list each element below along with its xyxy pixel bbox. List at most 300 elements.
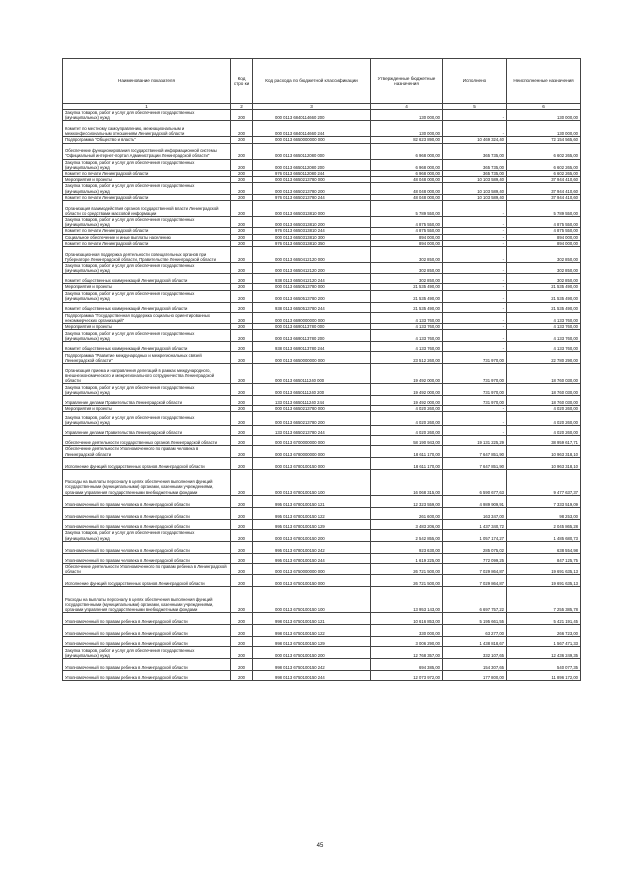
row-remaining-amount: 9 477 637,37: [507, 469, 581, 495]
row-executed-amount: 1 438 818,67: [443, 637, 507, 647]
row-executed-amount: -: [443, 290, 507, 302]
row-approved-amount: 4 020 260,00: [371, 412, 443, 426]
row-executed-amount: 10 103 589,40: [443, 183, 507, 194]
row-executed-amount: 365 735,00: [443, 159, 507, 170]
row-indicator-name: Комитет по печати Ленинградской области: [63, 194, 231, 200]
row-approved-amount: 21 535 490,00: [371, 284, 443, 290]
row-indicator-name: Мероприятия и проекты: [63, 324, 231, 330]
table-row: [63, 290, 581, 302]
row-approved-amount: 23 512 260,00: [371, 352, 443, 364]
row-remaining-amount: 130 000,00: [507, 110, 581, 121]
table-row: [63, 519, 581, 529]
row-remaining-amount: 4 133 760,00: [507, 330, 581, 342]
table-row: [63, 396, 581, 406]
row-approved-amount: 12 768 357,00: [371, 647, 443, 659]
row-line-code: 200: [231, 426, 253, 436]
row-executed-amount: 7 647 851,90: [443, 457, 507, 469]
table-row: [63, 625, 581, 637]
row-line-code: 200: [231, 159, 253, 170]
row-line-code: 200: [231, 302, 253, 312]
table-row: [63, 110, 581, 121]
row-line-code: 200: [231, 312, 253, 323]
table-row: [63, 364, 581, 384]
row-remaining-amount: 6 602 265,00: [507, 171, 581, 177]
row-approved-amount: 18 611 170,00: [371, 457, 443, 469]
row-indicator-name: Закупка товаров, работ и услуг для обеспечения государственных (муниципальных) нужд: [63, 159, 231, 170]
row-remaining-amount: 4 133 760,00: [507, 342, 581, 352]
row-approved-amount: 894 000,00: [371, 234, 443, 240]
row-executed-amount: -: [443, 324, 507, 330]
table-row: [63, 143, 581, 159]
row-approved-amount: 1 619 225,00: [371, 553, 443, 563]
row-classification-code: 000 0113 6650412120 000: [253, 247, 371, 263]
row-line-code: 200: [231, 290, 253, 302]
row-indicator-name: Комитет общественных коммуникаций Ленинградской области: [63, 302, 231, 312]
row-remaining-amount: 4 133 760,00: [507, 324, 581, 330]
row-line-code: 200: [231, 274, 253, 284]
row-indicator-name: Обеспечение деятельности Уполномоченного по правам человека в Ленинградской области: [63, 446, 231, 457]
table-row: [63, 529, 581, 541]
row-executed-amount: 731 970,00: [443, 396, 507, 406]
table-row: [63, 312, 581, 323]
row-line-code: 200: [231, 412, 253, 426]
row-classification-code: 133 0113 6650213780 244: [253, 426, 371, 436]
row-indicator-name: Обеспечение функционирования государственной информационной системы "Официальный интернет-портал Администрации Ленинградской области": [63, 143, 231, 159]
row-remaining-amount: 21 535 490,00: [507, 284, 581, 290]
row-remaining-amount: 19 691 635,13: [507, 563, 581, 574]
row-remaining-amount: 4 875 550,00: [507, 228, 581, 234]
row-indicator-name: Уполномоченный по правам человека в Ленинградской области: [63, 519, 231, 529]
row-approved-amount: 58 190 943,00: [371, 436, 443, 446]
row-executed-amount: 6 590 677,63: [443, 469, 507, 495]
row-indicator-name: Закупка товаров, работ и услуг для обеспечения государственных (муниципальных) нужд: [63, 647, 231, 659]
row-approved-amount: 302 850,00: [371, 263, 443, 274]
report-sheet: [62, 58, 580, 681]
row-remaining-amount: 1 485 680,73: [507, 529, 581, 541]
column-number: 4: [371, 104, 443, 110]
row-remaining-amount: 37 944 410,60: [507, 194, 581, 200]
row-approved-amount: 261 600,00: [371, 507, 443, 519]
row-executed-amount: 10 103 589,40: [443, 194, 507, 200]
row-remaining-amount: 18 760 030,00: [507, 364, 581, 384]
row-executed-amount: 731 970,00: [443, 352, 507, 364]
table-row: [63, 426, 581, 436]
table-body: [63, 110, 581, 681]
budget-execution-table: [62, 58, 581, 681]
row-line-code: 200: [231, 647, 253, 659]
row-remaining-amount: 10 963 318,10: [507, 457, 581, 469]
row-approved-amount: 21 535 490,00: [371, 290, 443, 302]
column-number: 5: [443, 104, 507, 110]
row-classification-code: 976 0113 6650313810 244: [253, 228, 371, 234]
row-line-code: 200: [231, 217, 253, 228]
row-remaining-amount: 7 255 385,78: [507, 587, 581, 613]
row-executed-amount: 365 735,00: [443, 143, 507, 159]
row-indicator-name: Управление делами Правительства Ленинградской области: [63, 426, 231, 436]
row-executed-amount: 731 970,00: [443, 384, 507, 396]
row-executed-amount: -: [443, 284, 507, 290]
page-number: 45: [316, 843, 324, 849]
table-row: [63, 183, 581, 194]
row-indicator-name: Комитет по печати Ленинградской области: [63, 171, 231, 177]
row-indicator-name: Закупка товаров, работ и услуг для обеспечения государственных (муниципальных) нужд: [63, 529, 231, 541]
row-line-code: 200: [231, 110, 253, 121]
row-approved-amount: 302 850,00: [371, 247, 443, 263]
row-executed-amount: 177 800,00: [443, 671, 507, 681]
column-number: 3: [253, 104, 371, 110]
row-classification-code: 000 0113 6650111240 000: [253, 364, 371, 384]
row-line-code: 200: [231, 234, 253, 240]
row-executed-amount: 7 029 864,87: [443, 563, 507, 574]
table-row: [63, 563, 581, 574]
header-approved: Утвержденные бюджетные назначения: [371, 59, 443, 104]
header-executed: Исполнено: [443, 59, 507, 104]
row-indicator-name: Закупка товаров, работ и услуг для обеспечения государственных (муниципальных) нужд: [63, 384, 231, 396]
row-approved-amount: 5 789 550,00: [371, 201, 443, 217]
row-classification-code: 976 0113 6650112080 244: [253, 171, 371, 177]
row-line-code: 200: [231, 137, 253, 143]
row-line-code: 200: [231, 563, 253, 574]
table-row: [63, 171, 581, 177]
row-indicator-name: Уполномоченный по правам ребенка в Ленинградской области: [63, 659, 231, 671]
row-classification-code: 000 0113 6650213780 000: [253, 406, 371, 412]
row-executed-amount: 163 347,00: [443, 507, 507, 519]
table-row: [63, 587, 581, 613]
row-remaining-amount: 10 963 318,10: [507, 446, 581, 457]
header-classification-code: Код расхода по бюджетной классификации: [253, 59, 371, 104]
row-remaining-amount: 6 602 265,00: [507, 143, 581, 159]
row-classification-code: 000 0113 6700000000 000: [253, 436, 371, 446]
row-classification-code: 998 0113 6750100150 244: [253, 671, 371, 681]
row-classification-code: 000 0113 6650513780 000: [253, 284, 371, 290]
row-classification-code: 000 0113 6750100150 200: [253, 647, 371, 659]
table-row: [63, 274, 581, 284]
row-classification-code: 000 0113 6690113780 000: [253, 324, 371, 330]
row-classification-code: 133 0113 6650111240 244: [253, 396, 371, 406]
row-indicator-name: Закупка товаров, работ и услуг для обеспечения государственных (муниципальных) нужд: [63, 330, 231, 342]
row-line-code: 200: [231, 637, 253, 647]
row-indicator-name: Социальное обеспечение и иные выплаты населению: [63, 234, 231, 240]
row-classification-code: 000 0113 6650213780 200: [253, 183, 371, 194]
row-remaining-amount: 4 133 760,00: [507, 312, 581, 323]
row-remaining-amount: 38 959 617,71: [507, 436, 581, 446]
row-classification-code: 000 0113 6650412120 200: [253, 263, 371, 274]
row-approved-amount: 26 721 500,00: [371, 575, 443, 587]
row-classification-code: 000 0113 6690000000 000: [253, 312, 371, 323]
row-approved-amount: 19 492 000,00: [371, 384, 443, 396]
row-classification-code: 995 0113 6780100150 242: [253, 541, 371, 553]
row-indicator-name: Комитет общественных коммуникаций Ленинградской области: [63, 342, 231, 352]
row-indicator-name: Подпрограмма "Государственная поддержка социально ориентированных некоммерческих организаций": [63, 312, 231, 323]
row-executed-amount: -: [443, 201, 507, 217]
row-line-code: 200: [231, 587, 253, 613]
row-classification-code: 000 0113 6750100150 000: [253, 575, 371, 587]
table-row: [63, 469, 581, 495]
row-remaining-amount: 302 850,00: [507, 274, 581, 284]
row-approved-amount: 12 073 972,00: [371, 671, 443, 681]
row-indicator-name: Управление делами Правительства Ленинградской области: [63, 396, 231, 406]
row-remaining-amount: 1 567 471,33: [507, 637, 581, 647]
row-executed-amount: -: [443, 234, 507, 240]
row-remaining-amount: 98 253,00: [507, 507, 581, 519]
row-indicator-name: Обеспечение деятельности Уполномоченного по правам ребенка в Ленинградской области: [63, 563, 231, 574]
row-executed-amount: 365 735,00: [443, 171, 507, 177]
row-approved-amount: 6 968 000,00: [371, 171, 443, 177]
row-remaining-amount: 4 020 260,00: [507, 412, 581, 426]
row-indicator-name: Закупка товаров, работ и услуг для обеспечения государственных (муниципальных) нужд: [63, 110, 231, 121]
table-row: [63, 412, 581, 426]
row-line-code: 200: [231, 201, 253, 217]
row-approved-amount: 26 721 500,00: [371, 563, 443, 574]
row-indicator-name: Закупка товаров, работ и услуг для обеспечения государственных (муниципальных) нужд: [63, 183, 231, 194]
row-indicator-name: Уполномоченный по правам человека в Ленинградской области: [63, 507, 231, 519]
row-classification-code: 000 0113 6650313810 300: [253, 234, 371, 240]
row-indicator-name: Мероприятия и проекты: [63, 284, 231, 290]
row-executed-amount: 1 057 174,27: [443, 529, 507, 541]
table-row: [63, 647, 581, 659]
row-approved-amount: 4 133 760,00: [371, 330, 443, 342]
row-line-code: 200: [231, 177, 253, 183]
row-indicator-name: Уполномоченный по правам ребенка в Ленинградской области: [63, 625, 231, 637]
row-classification-code: 000 0113 6780100150 000: [253, 457, 371, 469]
row-indicator-name: Расходы на выплаты персоналу в целях обеспечения выполнения функций государственными (муниципальными) органами, казенными учреждениями, органами управления государственными внебюджетными фондами: [63, 469, 231, 495]
row-executed-amount: 7 647 851,90: [443, 446, 507, 457]
row-indicator-name: Организация взаимодействия органов государственной власти Ленинградской области со средствами массовой информации: [63, 201, 231, 217]
row-remaining-amount: 19 691 635,13: [507, 575, 581, 587]
row-line-code: 200: [231, 183, 253, 194]
row-classification-code: 976 0113 6650313810 350: [253, 240, 371, 246]
row-classification-code: 000 0113 6650111240 200: [253, 384, 371, 396]
row-indicator-name: Уполномоченный по правам человека в Ленинградской области: [63, 553, 231, 563]
row-approved-amount: 4 020 260,00: [371, 426, 443, 436]
row-line-code: 200: [231, 228, 253, 234]
row-approved-amount: 130 000,00: [371, 121, 443, 137]
row-classification-code: 976 0113 6650213780 244: [253, 194, 371, 200]
row-indicator-name: Уполномоченный по правам ребенка в Ленинградской области: [63, 637, 231, 647]
header-indicator-name: Наименование показателя: [63, 59, 231, 104]
row-remaining-amount: 7 333 519,09: [507, 495, 581, 507]
row-indicator-name: Мероприятия и проекты: [63, 406, 231, 412]
table-row: [63, 446, 581, 457]
row-approved-amount: 82 623 890,00: [371, 137, 443, 143]
row-approved-amount: 19 492 000,00: [371, 396, 443, 406]
row-remaining-amount: 130 000,00: [507, 121, 581, 137]
row-remaining-amount: 540 077,35: [507, 659, 581, 671]
row-indicator-name: Исполнение функций государственных органов Ленинградской области: [63, 457, 231, 469]
row-executed-amount: 154 307,65: [443, 659, 507, 671]
row-line-code: 200: [231, 171, 253, 177]
row-classification-code: 998 0113 6750100150 121: [253, 613, 371, 625]
row-approved-amount: 894 000,00: [371, 240, 443, 246]
table-row: [63, 575, 581, 587]
row-line-code: 200: [231, 495, 253, 507]
table-row: [63, 613, 581, 625]
row-indicator-name: Обеспечение деятельности государственных органов Ленинградской области: [63, 436, 231, 446]
table-row: [63, 507, 581, 519]
row-indicator-name: Уполномоченный по правам человека в Ленинградской области: [63, 495, 231, 507]
row-classification-code: 000 0113 6750100150 100: [253, 587, 371, 613]
row-executed-amount: 19 131 225,29: [443, 436, 507, 446]
row-indicator-name: Закупка товаров, работ и услуг для обеспечения государственных (муниципальных) нужд: [63, 290, 231, 302]
row-classification-code: 000 0113 6650313810 000: [253, 201, 371, 217]
row-indicator-name: Закупка товаров, работ и услуг для обеспечения государственных (муниципальных) нужд: [63, 263, 231, 274]
row-approved-amount: 4 133 760,00: [371, 324, 443, 330]
row-executed-amount: -: [443, 330, 507, 342]
row-approved-amount: 19 492 000,00: [371, 364, 443, 384]
row-remaining-amount: 21 535 490,00: [507, 290, 581, 302]
column-number: 1: [63, 104, 231, 110]
row-remaining-amount: 22 780 290,00: [507, 352, 581, 364]
row-remaining-amount: 266 723,00: [507, 625, 581, 637]
row-indicator-name: Исполнение функций государственных органов Ленинградской области: [63, 575, 231, 587]
table-row: [63, 194, 581, 200]
row-remaining-amount: 72 154 565,60: [507, 137, 581, 143]
row-approved-amount: 3 006 290,00: [371, 637, 443, 647]
row-executed-amount: -: [443, 121, 507, 137]
row-classification-code: 000 0113 6840114660 200: [253, 110, 371, 121]
row-executed-amount: -: [443, 302, 507, 312]
row-remaining-amount: 4 020 260,00: [507, 406, 581, 412]
row-remaining-amount: 847 125,75: [507, 553, 581, 563]
table-row: [63, 671, 581, 681]
row-indicator-name: Мероприятия и проекты: [63, 177, 231, 183]
column-number: 6: [507, 104, 581, 110]
row-remaining-amount: 18 760 030,00: [507, 396, 581, 406]
table-row: [63, 457, 581, 469]
row-classification-code: 000 0113 6650313810 200: [253, 217, 371, 228]
row-classification-code: 995 0113 6780100150 121: [253, 495, 371, 507]
row-remaining-amount: 12 436 249,35: [507, 647, 581, 659]
row-classification-code: 995 0113 6780100150 129: [253, 519, 371, 529]
row-remaining-amount: 894 000,00: [507, 240, 581, 246]
row-line-code: 200: [231, 342, 253, 352]
row-classification-code: 938 0113 6650412120 244: [253, 274, 371, 284]
row-classification-code: 000 0113 6650513780 200: [253, 290, 371, 302]
row-indicator-name: Уполномоченный по правам человека в Ленинградской области: [63, 541, 231, 553]
row-approved-amount: 2 542 855,00: [371, 529, 443, 541]
row-approved-amount: 6 968 000,00: [371, 159, 443, 170]
row-executed-amount: 4 989 909,91: [443, 495, 507, 507]
row-approved-amount: 48 048 000,00: [371, 194, 443, 200]
row-executed-amount: -: [443, 247, 507, 263]
table-row: [63, 495, 581, 507]
row-approved-amount: 4 020 260,00: [371, 406, 443, 412]
row-classification-code: 000 0113 6650000000 000: [253, 137, 371, 143]
row-indicator-name: Уполномоченный по правам ребенка в Ленинградской области: [63, 613, 231, 625]
row-remaining-amount: 302 850,00: [507, 263, 581, 274]
row-remaining-amount: 302 850,00: [507, 247, 581, 263]
header-line-code: Код стро ки: [231, 59, 253, 104]
row-line-code: 200: [231, 529, 253, 541]
table-row: [63, 234, 581, 240]
row-remaining-amount: 18 760 030,00: [507, 384, 581, 396]
row-executed-amount: -: [443, 312, 507, 323]
row-approved-amount: 21 535 490,00: [371, 302, 443, 312]
table-row: [63, 159, 581, 170]
row-approved-amount: 12 323 559,00: [371, 495, 443, 507]
row-classification-code: 995 0113 6780100150 244: [253, 553, 371, 563]
row-classification-code: 000 0113 6750000000 000: [253, 563, 371, 574]
row-indicator-name: Комитет по местному самоуправлению, межнациональным и межконфессиональным отношениям Ленинградской области: [63, 121, 231, 137]
row-approved-amount: 4 875 550,00: [371, 228, 443, 234]
row-classification-code: 000 0113 6650000000 000: [253, 352, 371, 364]
row-remaining-amount: 37 944 410,60: [507, 177, 581, 183]
table-row: [63, 263, 581, 274]
row-executed-amount: 5 195 661,55: [443, 613, 507, 625]
table-row: [63, 201, 581, 217]
table-row: [63, 541, 581, 553]
row-indicator-name: Комитет по печати Ленинградской области: [63, 240, 231, 246]
row-executed-amount: -: [443, 240, 507, 246]
row-approved-amount: 130 000,00: [371, 110, 443, 121]
row-classification-code: 000 0113 6780100150 200: [253, 529, 371, 541]
row-line-code: 200: [231, 324, 253, 330]
row-executed-amount: 1 437 340,72: [443, 519, 507, 529]
row-approved-amount: 4 875 550,00: [371, 217, 443, 228]
table-row: [63, 330, 581, 342]
row-remaining-amount: 2 045 865,28: [507, 519, 581, 529]
row-line-code: 200: [231, 247, 253, 263]
row-indicator-name: Подпрограмма "Общество и власть": [63, 137, 231, 143]
row-classification-code: 000 0113 6650112080 000: [253, 143, 371, 159]
row-remaining-amount: 4 875 550,00: [507, 217, 581, 228]
row-executed-amount: -: [443, 263, 507, 274]
row-line-code: 200: [231, 330, 253, 342]
row-executed-amount: 332 107,65: [443, 647, 507, 659]
row-line-code: 200: [231, 507, 253, 519]
row-classification-code: 995 0113 6780100150 122: [253, 507, 371, 519]
row-approved-amount: 302 850,00: [371, 274, 443, 284]
row-classification-code: 938 0113 6690113780 244: [253, 342, 371, 352]
row-line-code: 200: [231, 469, 253, 495]
table-row: [63, 240, 581, 246]
row-indicator-name: Уполномоченный по правам ребенка в Ленинградской области: [63, 671, 231, 681]
row-line-code: 200: [231, 121, 253, 137]
row-approved-amount: 4 133 760,00: [371, 342, 443, 352]
row-classification-code: 998 0113 6750100150 242: [253, 659, 371, 671]
row-remaining-amount: 37 944 410,60: [507, 183, 581, 194]
row-line-code: 200: [231, 364, 253, 384]
row-line-code: 200: [231, 519, 253, 529]
table-row: [63, 342, 581, 352]
row-classification-code: 000 0113 6780000000 000: [253, 446, 371, 457]
row-executed-amount: -: [443, 426, 507, 436]
row-indicator-name: Закупка товаров, работ и услуг для обеспечения государственных (муниципальных) нужд: [63, 217, 231, 228]
row-line-code: 200: [231, 143, 253, 159]
row-executed-amount: -: [443, 342, 507, 352]
row-executed-amount: 285 075,02: [443, 541, 507, 553]
row-remaining-amount: 21 535 490,00: [507, 302, 581, 312]
row-classification-code: 938 0113 6650513780 244: [253, 302, 371, 312]
table-row: [63, 436, 581, 446]
row-indicator-name: Комитет по печати Ленинградской области: [63, 228, 231, 234]
row-executed-amount: -: [443, 274, 507, 284]
row-classification-code: 000 0113 6650213780 200: [253, 412, 371, 426]
row-remaining-amount: 894 000,00: [507, 234, 581, 240]
row-approved-amount: 13 953 143,00: [371, 587, 443, 613]
row-line-code: 200: [231, 446, 253, 457]
row-approved-amount: 694 385,00: [371, 659, 443, 671]
row-indicator-name: Расходы на выплаты персоналу в целях обеспечения выполнения функций государственными (муниципальными) органами, казенными учреждениями, органами управления государственными внебюджетными фондами: [63, 587, 231, 613]
row-line-code: 200: [231, 659, 253, 671]
table-row: [63, 247, 581, 263]
row-remaining-amount: 5 421 191,45: [507, 613, 581, 625]
row-line-code: 200: [231, 406, 253, 412]
row-line-code: 200: [231, 240, 253, 246]
row-classification-code: 000 0113 6650213780 000: [253, 177, 371, 183]
table-row: [63, 637, 581, 647]
table-row: [63, 352, 581, 364]
